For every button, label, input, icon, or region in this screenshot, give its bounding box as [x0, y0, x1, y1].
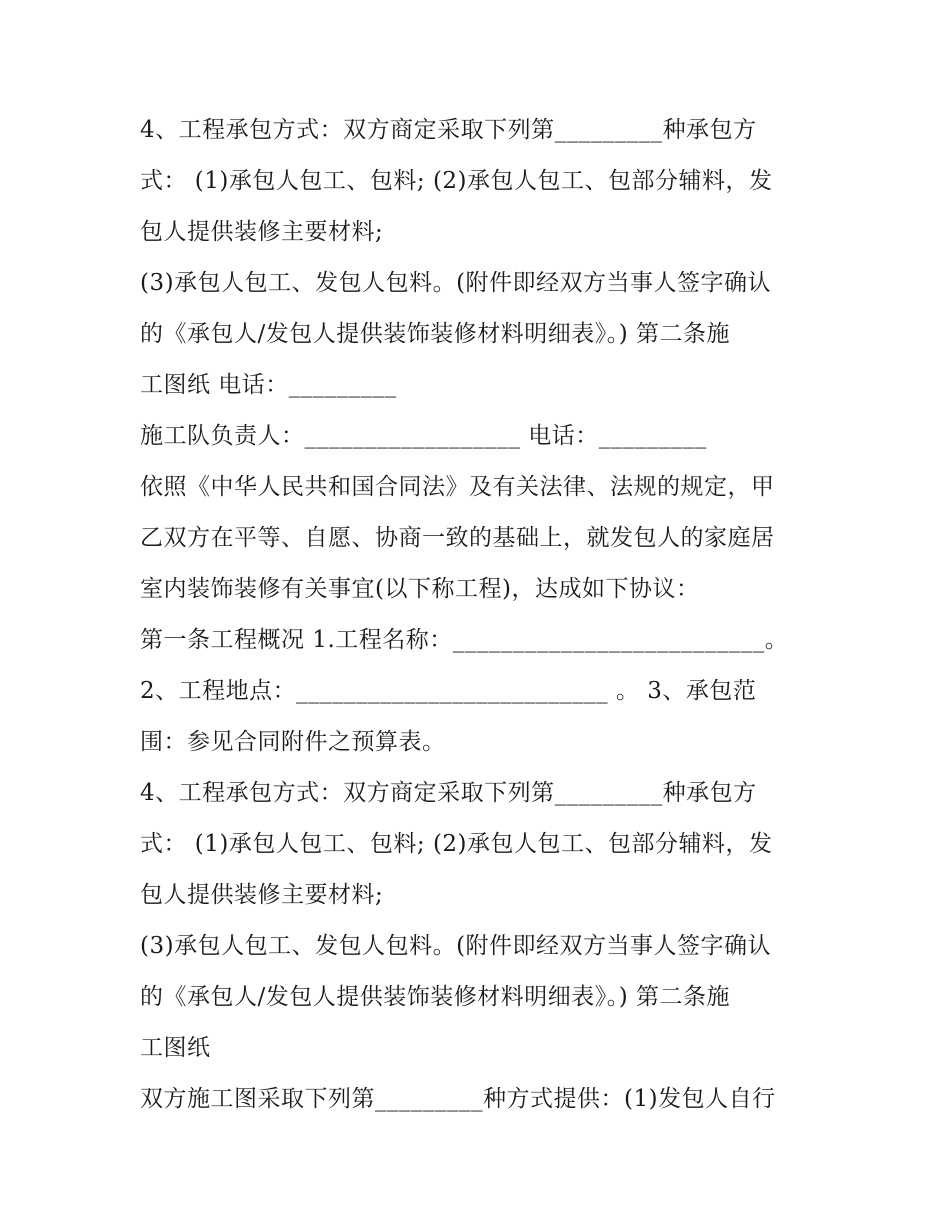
text-line: 第一条工程概况 1.工程名称：__________________________。: [140, 627, 789, 653]
text-line: 包人提供装修主要材料;: [140, 882, 384, 908]
text-line: 的《承包人/发包人提供装饰装修材料明细表》。) 第二条施: [140, 321, 731, 347]
text-line: (3)承包人包工、发包人包料。(附件即经双方当事人签字确认: [140, 270, 772, 296]
text-line: 包人提供装修主要材料;: [140, 219, 384, 245]
text-line: 工图纸 电话：_________: [140, 372, 397, 398]
text-line: 双方施工图采取下列第_________种方式提供：(1)发包人自行: [140, 1086, 776, 1112]
text-line: 4、工程承包方式：双方商定采取下列第_________种承包方: [140, 780, 757, 806]
text-line: 乙双方在平等、自愿、协商一致的基础上，就发包人的家庭居: [140, 525, 775, 551]
text-line: 4、工程承包方式：双方商定采取下列第_________种承包方: [140, 117, 757, 143]
document-body: [140, 105, 820, 1125]
text-line: 围：参见合同附件之预算表。: [140, 729, 446, 755]
text-line: 的《承包人/发包人提供装饰装修材料明细表》。) 第二条施: [140, 984, 731, 1010]
text-line: (3)承包人包工、发包人包料。(附件即经双方当事人签字确认: [140, 933, 772, 959]
text-line: 依照《中华人民共和国合同法》及有关法律、法规的规定，甲: [140, 474, 775, 500]
text-line: 式： (1)承包人包工、包料; (2)承包人包工、包部分辅料，发: [140, 168, 773, 194]
text-line: 2、工程地点：__________________________ 。 3、承包范: [140, 678, 757, 704]
text-line: 工图纸: [140, 1035, 211, 1061]
text-line: 室内装饰装修有关事宜(以下称工程)，达成如下协议：: [140, 576, 700, 602]
text-line: 施工队负责人：__________________ 电话：_________: [140, 423, 707, 449]
text-line: 式： (1)承包人包工、包料; (2)承包人包工、包部分辅料，发: [140, 831, 773, 857]
